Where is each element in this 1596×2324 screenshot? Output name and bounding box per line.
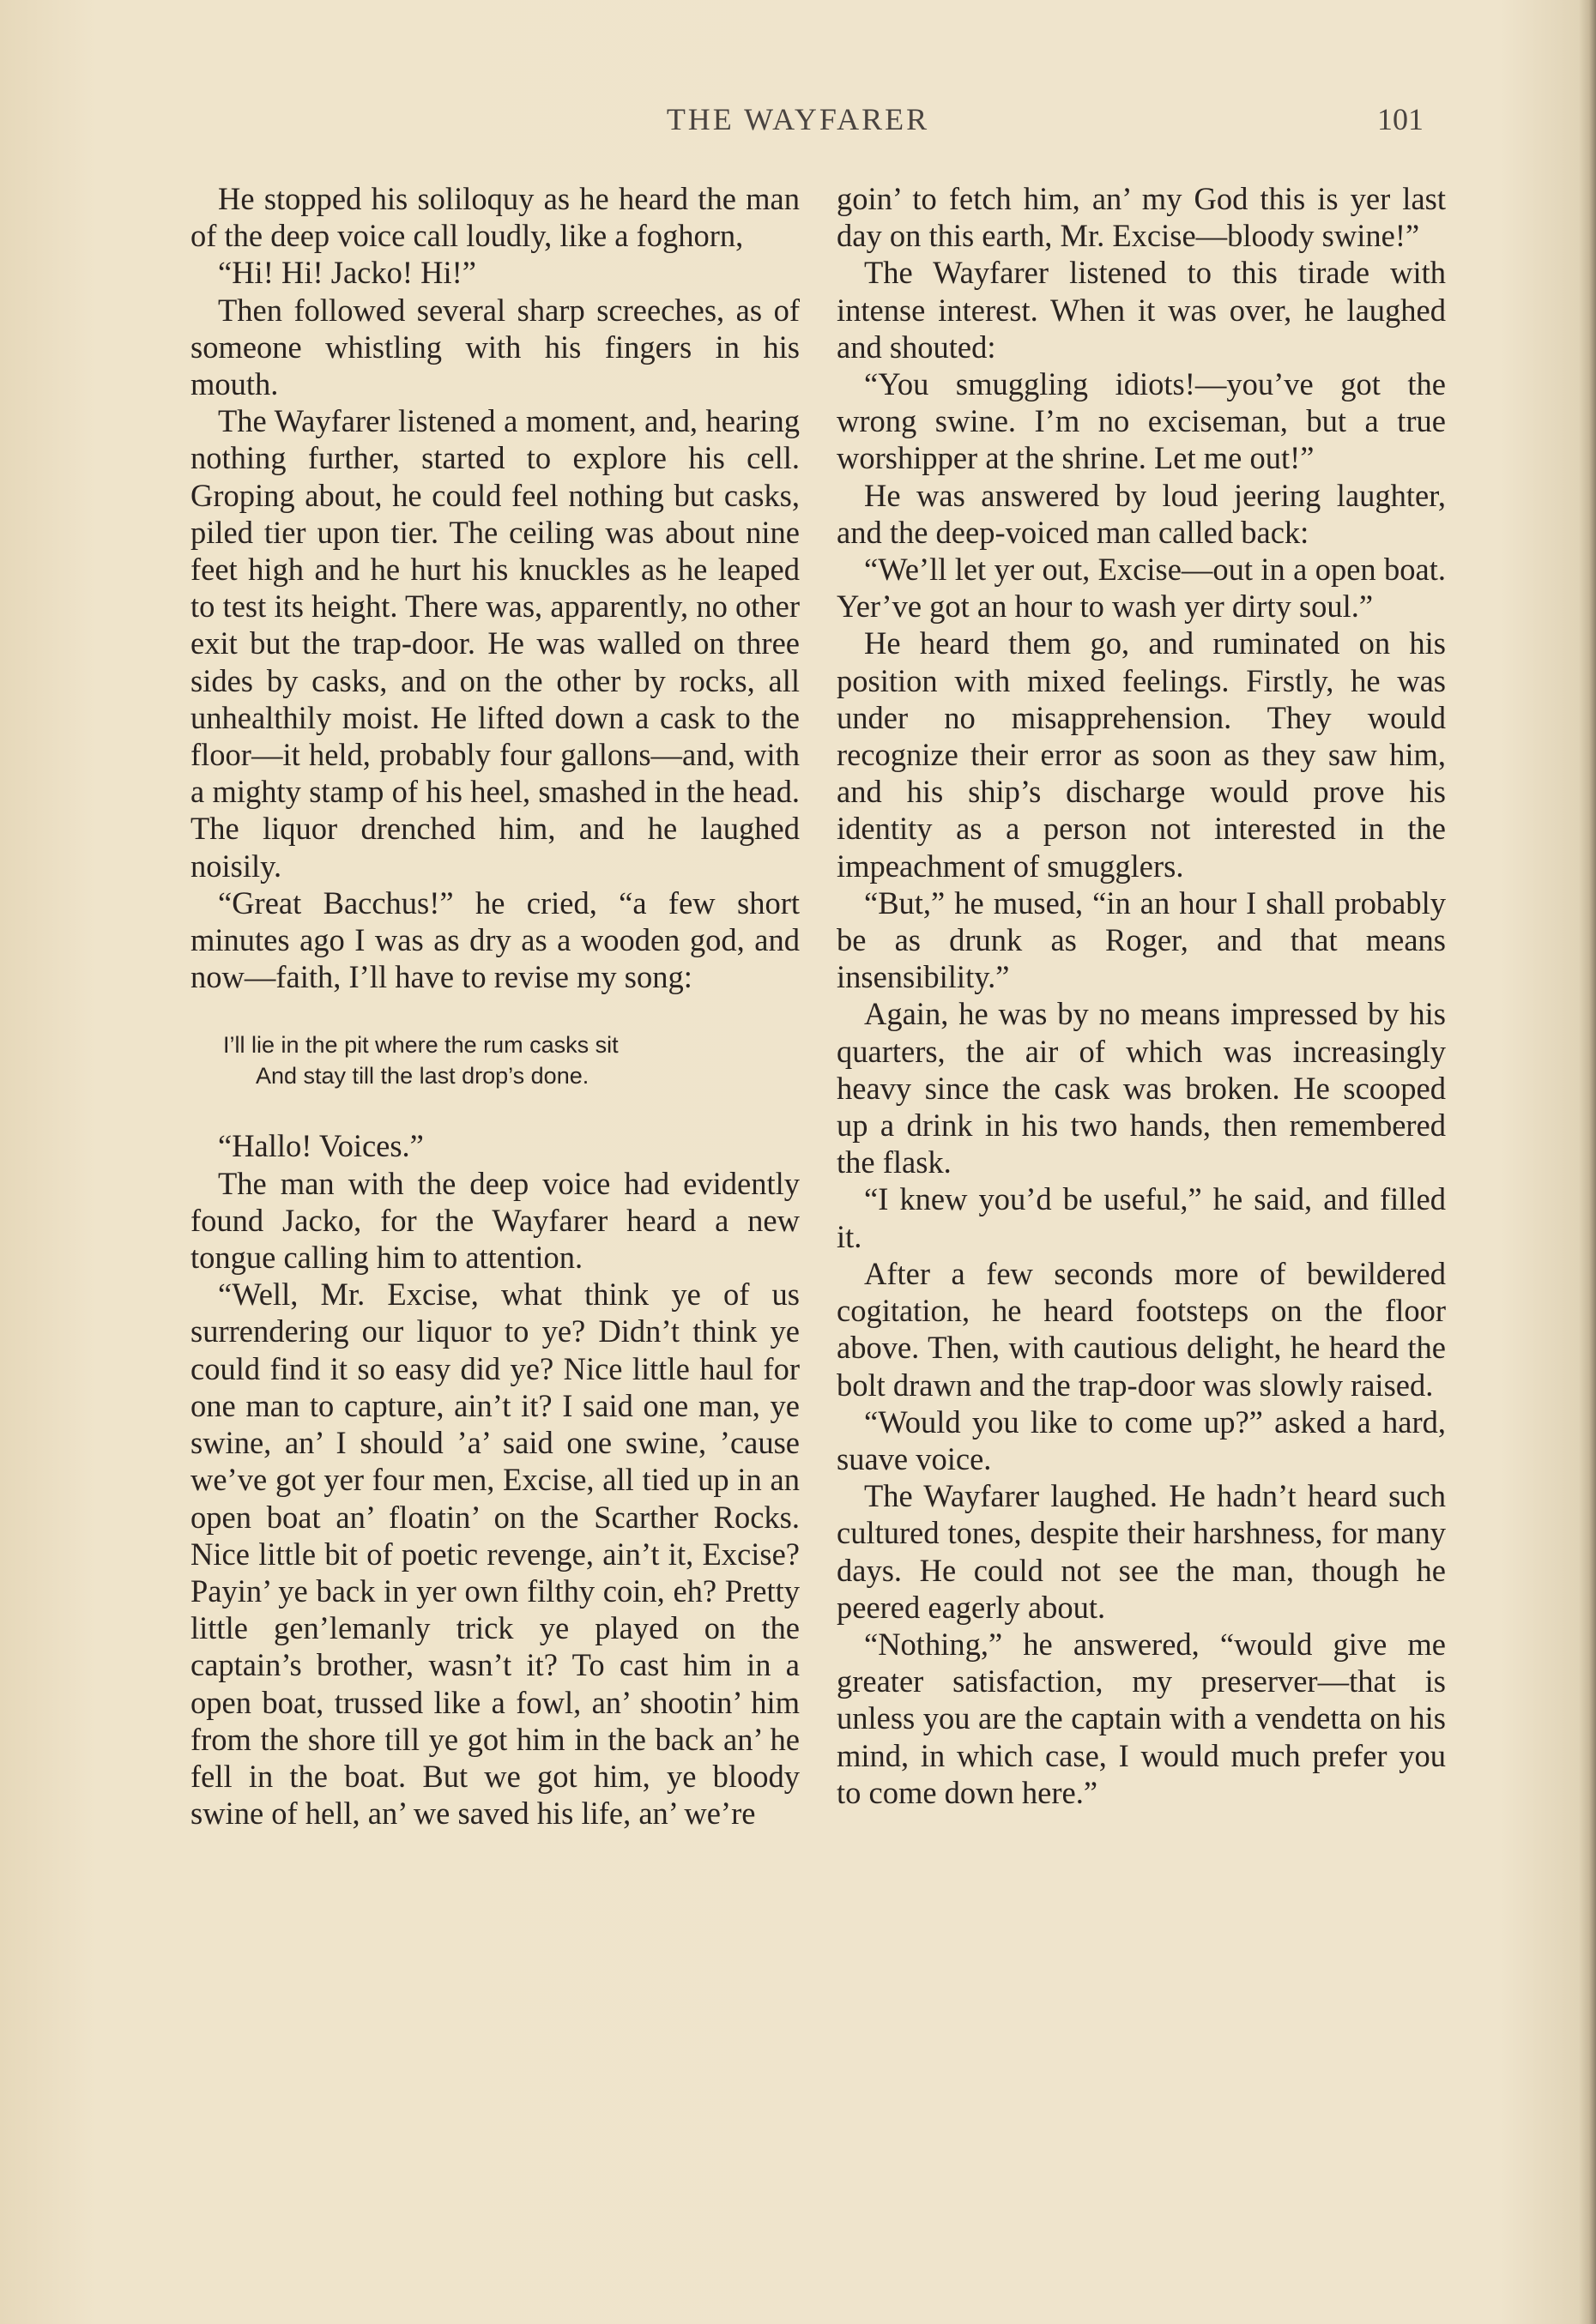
paragraph: “We’ll let yer out, Excise—out in a open boat. Yer’ve got an hour to wash yer dirty soul.” [837, 552, 1446, 625]
left-column [190, 180, 800, 1832]
paragraph: “Nothing,” he answered, “would give me greater satisfaction, my preserver—that is unless you are the captain with a vendetta on his mind, in which case, I would much prefer you to come down here.” [837, 1626, 1446, 1810]
paragraph: The Wayfarer listened a moment, and, hearing nothing further, started to explore his cell. Groping about, he could feel nothing but casks, piled tier upon tier. The ceiling was about nine feet high and he hurt his knuckles as he leaped to test its height. There was, apparently, no other exit but the trap-door. He was walled on three sides by casks, and on the other by rocks, all unhealthily moist. He lifted down a cask to the floor—it held, probably four gallons—and, with a mighty stamp of his heel, smashed in the head. The liquor drenched him, and he laughed noisily. [190, 403, 800, 884]
paragraph: “Would you like to come up?” asked a hard, suave voice. [837, 1403, 1446, 1476]
paragraph: “But,” he mused, “in an hour I shall probably be as drunk as Roger, and that means insensibility.” [837, 884, 1446, 995]
paragraph: “Hallo! Voices.” [218, 1128, 424, 1164]
paragraph: Again, he was by no means impressed by his quarters, the air of which was increasingly heavy since the cask was broken. He scooped up a drink in his two hands, then remembered the flask. [837, 996, 1446, 1180]
paragraph: The Wayfarer listened to this tirade with intense interest. When it was over, he laughed and shouted: [837, 255, 1446, 365]
paragraph: “You smuggling idiots!—you’ve got the wrong swine. I’m no exciseman, but a true worshipper at the shrine. Let me out!” [837, 366, 1446, 476]
paragraph: Then followed several sharp screeches, as of someone whistling with his fingers in his mouth. [190, 292, 800, 402]
paragraph: The man with the deep voice had evidently found Jacko, for the Wayfarer heard a new tongue calling him to attention. [190, 1165, 800, 1276]
paragraph: “I knew you’d be useful,” he said, and filled it. [837, 1181, 1446, 1254]
right-column [837, 180, 1446, 1811]
paragraph: He was answered by loud jeering laughter, and the deep-voiced man called back: [837, 477, 1446, 550]
paragraph: He heard them go, and ruminated on his position with mixed feelings. Firstly, he was under no misapprehension. They would recognize their error as soon as they saw him, and his ship’s discharge would prove his identity as a person not interested in the impeachment of smugglers. [837, 625, 1446, 884]
paragraph: “Great Bacchus!” he cried, “a few short minutes ago I was as dry as a wooden god, and now—faith, I’ll have to revise my song: [190, 884, 800, 995]
paragraph: After a few seconds more of bewildered cogitation, he heard footsteps on the floor above. Then, with cautious delight, he heard the bolt drawn and the trap-door was slowly raised. [837, 1255, 1446, 1403]
paragraph: He stopped his soliloquy as he heard the man of the deep voice call loudly, like a foghorn, [190, 181, 800, 254]
paragraph: The Wayfarer laughed. He hadn’t heard such cultured tones, despite their harshness, for many days. He could not see the man, though he peered eagerly about. [837, 1478, 1446, 1625]
page-number: 101 [1377, 102, 1424, 136]
song-verse [223, 1029, 800, 1091]
verse-line: And stay till the last drop’s done. [256, 1063, 589, 1090]
paragraph: “Well, Mr. Excise, what think ye of us surrendering our liquor to ye? Didn’t think ye could find it so easy did ye? Nice little haul for one man to capture, ain’t it? I said one man, ye swine, an’ I should ’a’ said one swine, ’cause we’ve got yer four men, Excise, all tied up in an open boat an’ floatin’ on the Scarther Rocks. Nice little bit of poetic revenge, ain’t it, Excise? Payin’ ye back in yer own filthy coin, eh? Pretty little gen’lemanly trick ye played on the captain’s brother, wasn’t it? To cast him in a open boat, trussed like a fowl, an’ shootin’ him from the shore till ye got him in the back an’ he fell in the boat. But we got him, ye bloody swine of hell, an’ we saved his life, an’ we’re [190, 1277, 800, 1832]
paragraph: “Hi! Hi! Jacko! Hi!” [218, 255, 477, 291]
page-edge-shadow [1579, 0, 1596, 2324]
verse-line: I’ll lie in the pit where the rum casks sit [223, 1032, 619, 1059]
running-header: THE WAYFARER [666, 102, 930, 136]
paragraph: goin’ to fetch him, an’ my God this is yer last day on this earth, Mr. Excise—bloody swine!” [837, 181, 1446, 254]
